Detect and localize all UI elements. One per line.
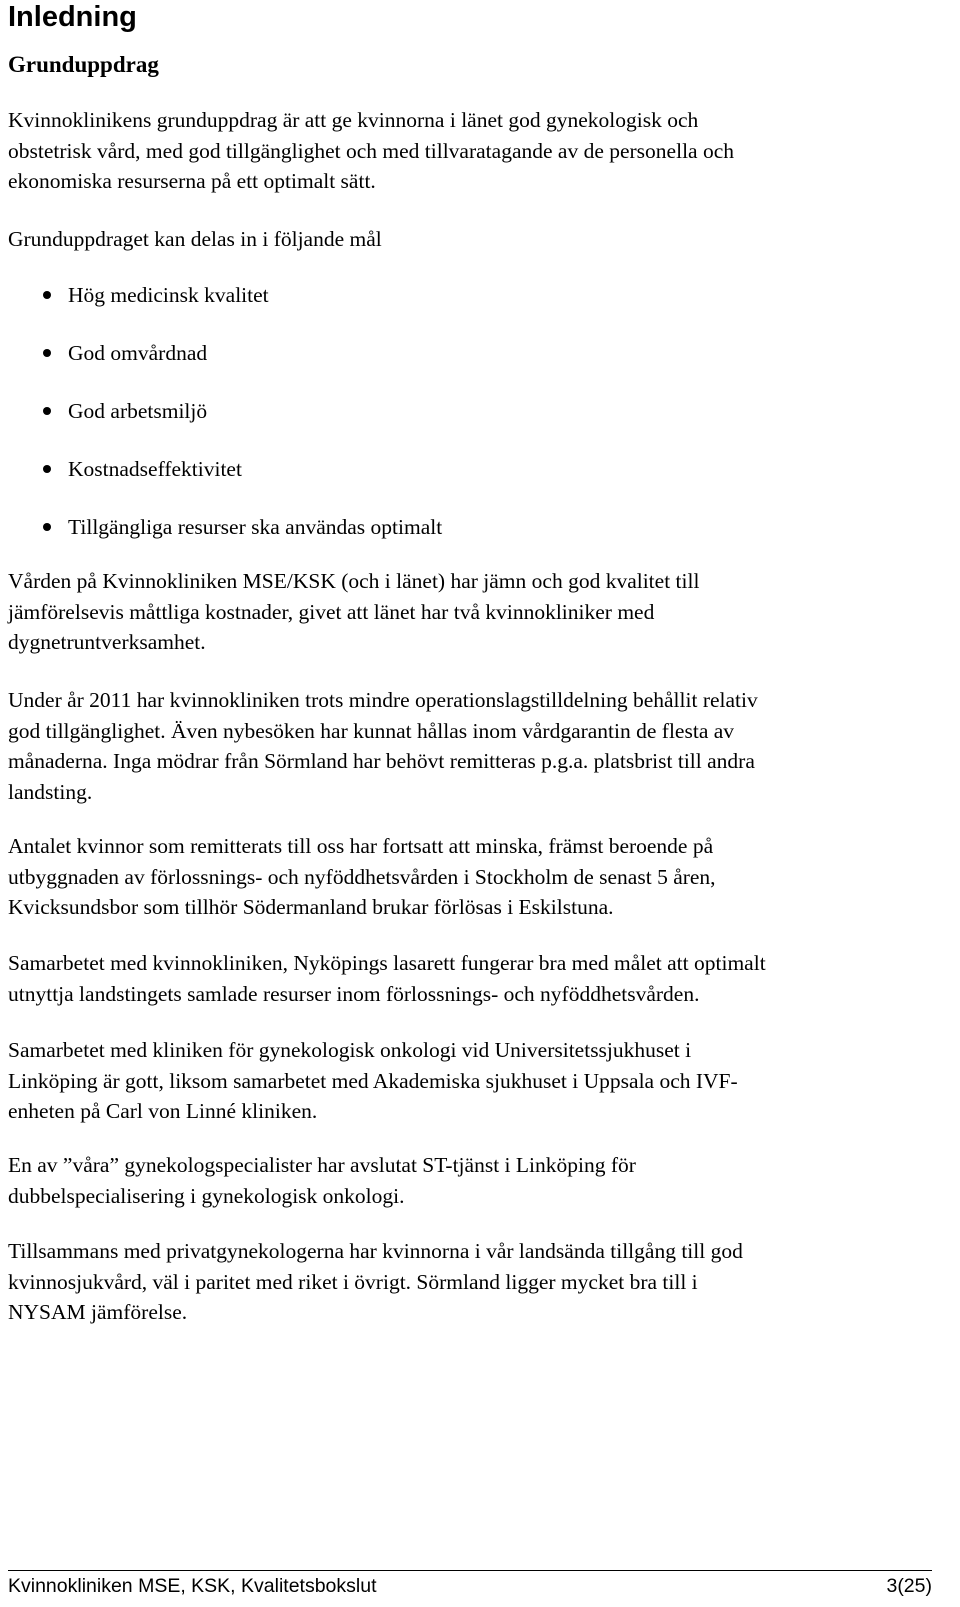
list-item-text: Tillgängliga resurser ska användas optimalt xyxy=(68,515,443,539)
list-item-text: God arbetsmiljö xyxy=(68,399,208,423)
page-footer xyxy=(8,1571,932,1601)
paragraph-linkoping xyxy=(8,1035,956,1127)
paragraph-quality xyxy=(8,566,956,658)
paragraph-private-care xyxy=(8,1236,956,1328)
text-line: jämförelsevis måttliga kostnader, givet att länet har två kvinnokliniker med xyxy=(8,599,655,624)
section-heading: Grunduppdrag xyxy=(8,52,159,77)
paragraph-nykoping xyxy=(8,948,956,1009)
bullet-icon xyxy=(43,349,51,357)
text-line: Tillsammans med privatgynekologerna har kvinnorna i vår landsända tillgång till god xyxy=(8,1239,743,1263)
text-line: En av ”våra” gynekologspecialister har avslutat ST-tjänst i Linköping för xyxy=(8,1153,636,1177)
list-item-text: Hög medicinsk kvalitet xyxy=(68,283,269,307)
text-line: utbyggnaden av förlossnings- och nyföddhetsvården i Stockholm de senast 5 åren, xyxy=(8,864,716,889)
text-line: enheten på Carl von Linné kliniken. xyxy=(8,1099,318,1123)
text-line: utnyttja landstingets samlade resurser inom förlossnings- och nyföddhetsvården. xyxy=(8,981,700,1006)
text-line: kvinnosjukvård, väl i paritet med riket i övrigt. Sörmland ligger mycket bra till i xyxy=(8,1269,698,1294)
list-item-text: Kostnadseffektivitet xyxy=(68,457,242,481)
list-item-text: God omvårdnad xyxy=(68,341,208,365)
text-line: Samarbetet med kvinnokliniken, Nyköpings lasarett fungerar bra med målet att optimalt xyxy=(8,951,766,975)
text-line: ekonomiska resurserna på ett optimalt sätt. xyxy=(8,169,376,193)
text-line: Under år 2011 har kvinnokliniken trots mindre operationslagstilldelning behållit relativ xyxy=(8,688,758,712)
bullet-icon xyxy=(43,407,51,415)
page-heading: Inledning xyxy=(8,1,137,33)
text-line: god tillgänglighet. Även nybesöken har kunnat hållas inom vårdgarantin de flesta av xyxy=(8,718,735,743)
paragraph-specialist xyxy=(8,1150,956,1211)
text-line: Vården på Kvinnokliniken MSE/KSK (och i länet) har jämn och god kvalitet till xyxy=(8,569,700,593)
text-line: dygnetruntverksamhet. xyxy=(8,630,206,654)
intro-paragraph xyxy=(8,105,956,197)
goals-intro-paragraph xyxy=(8,224,956,255)
text-line: månaderna. Inga mödrar från Sörmland har behövt remitteras p.g.a. platsbrist till andra xyxy=(8,749,755,773)
footer-title: Kvinnokliniken MSE, KSK, Kvalitetsbokslut xyxy=(8,1575,377,1597)
text-line: obstetrisk vård, med god tillgänglighet och med tillvaratagande av de personella och xyxy=(8,138,735,163)
bullet-icon xyxy=(43,291,51,299)
text-line: dubbelspecialisering i gynekologisk onkologi. xyxy=(8,1183,405,1208)
text-line: Linköping är gott, liksom samarbetet med Akademiska sjukhuset i Uppsala och IVF- xyxy=(8,1068,738,1093)
text-line: Grunduppdraget kan delas in i följande mål xyxy=(8,227,382,251)
text-line: Kvinnoklinikens grunduppdrag är att ge kvinnorna i länet god gynekologisk och xyxy=(8,108,699,132)
page-number: 3(25) xyxy=(886,1575,932,1597)
text-line: Antalet kvinnor som remitterats till oss har fortsatt att minska, främst beroende på xyxy=(8,834,714,858)
bullet-icon xyxy=(43,523,51,531)
text-line: Kvicksundsbor som tillhör Södermanland brukar förlösas i Eskilstuna. xyxy=(8,895,614,919)
text-line: landsting. xyxy=(8,779,93,804)
bullet-icon xyxy=(43,465,51,473)
text-line: NYSAM jämförelse. xyxy=(8,1300,188,1324)
text-line: Samarbetet med kliniken för gynekologisk onkologi vid Universitetssjukhuset i xyxy=(8,1038,692,1062)
paragraph-referrals xyxy=(8,831,956,923)
paragraph-accessibility xyxy=(8,685,956,807)
